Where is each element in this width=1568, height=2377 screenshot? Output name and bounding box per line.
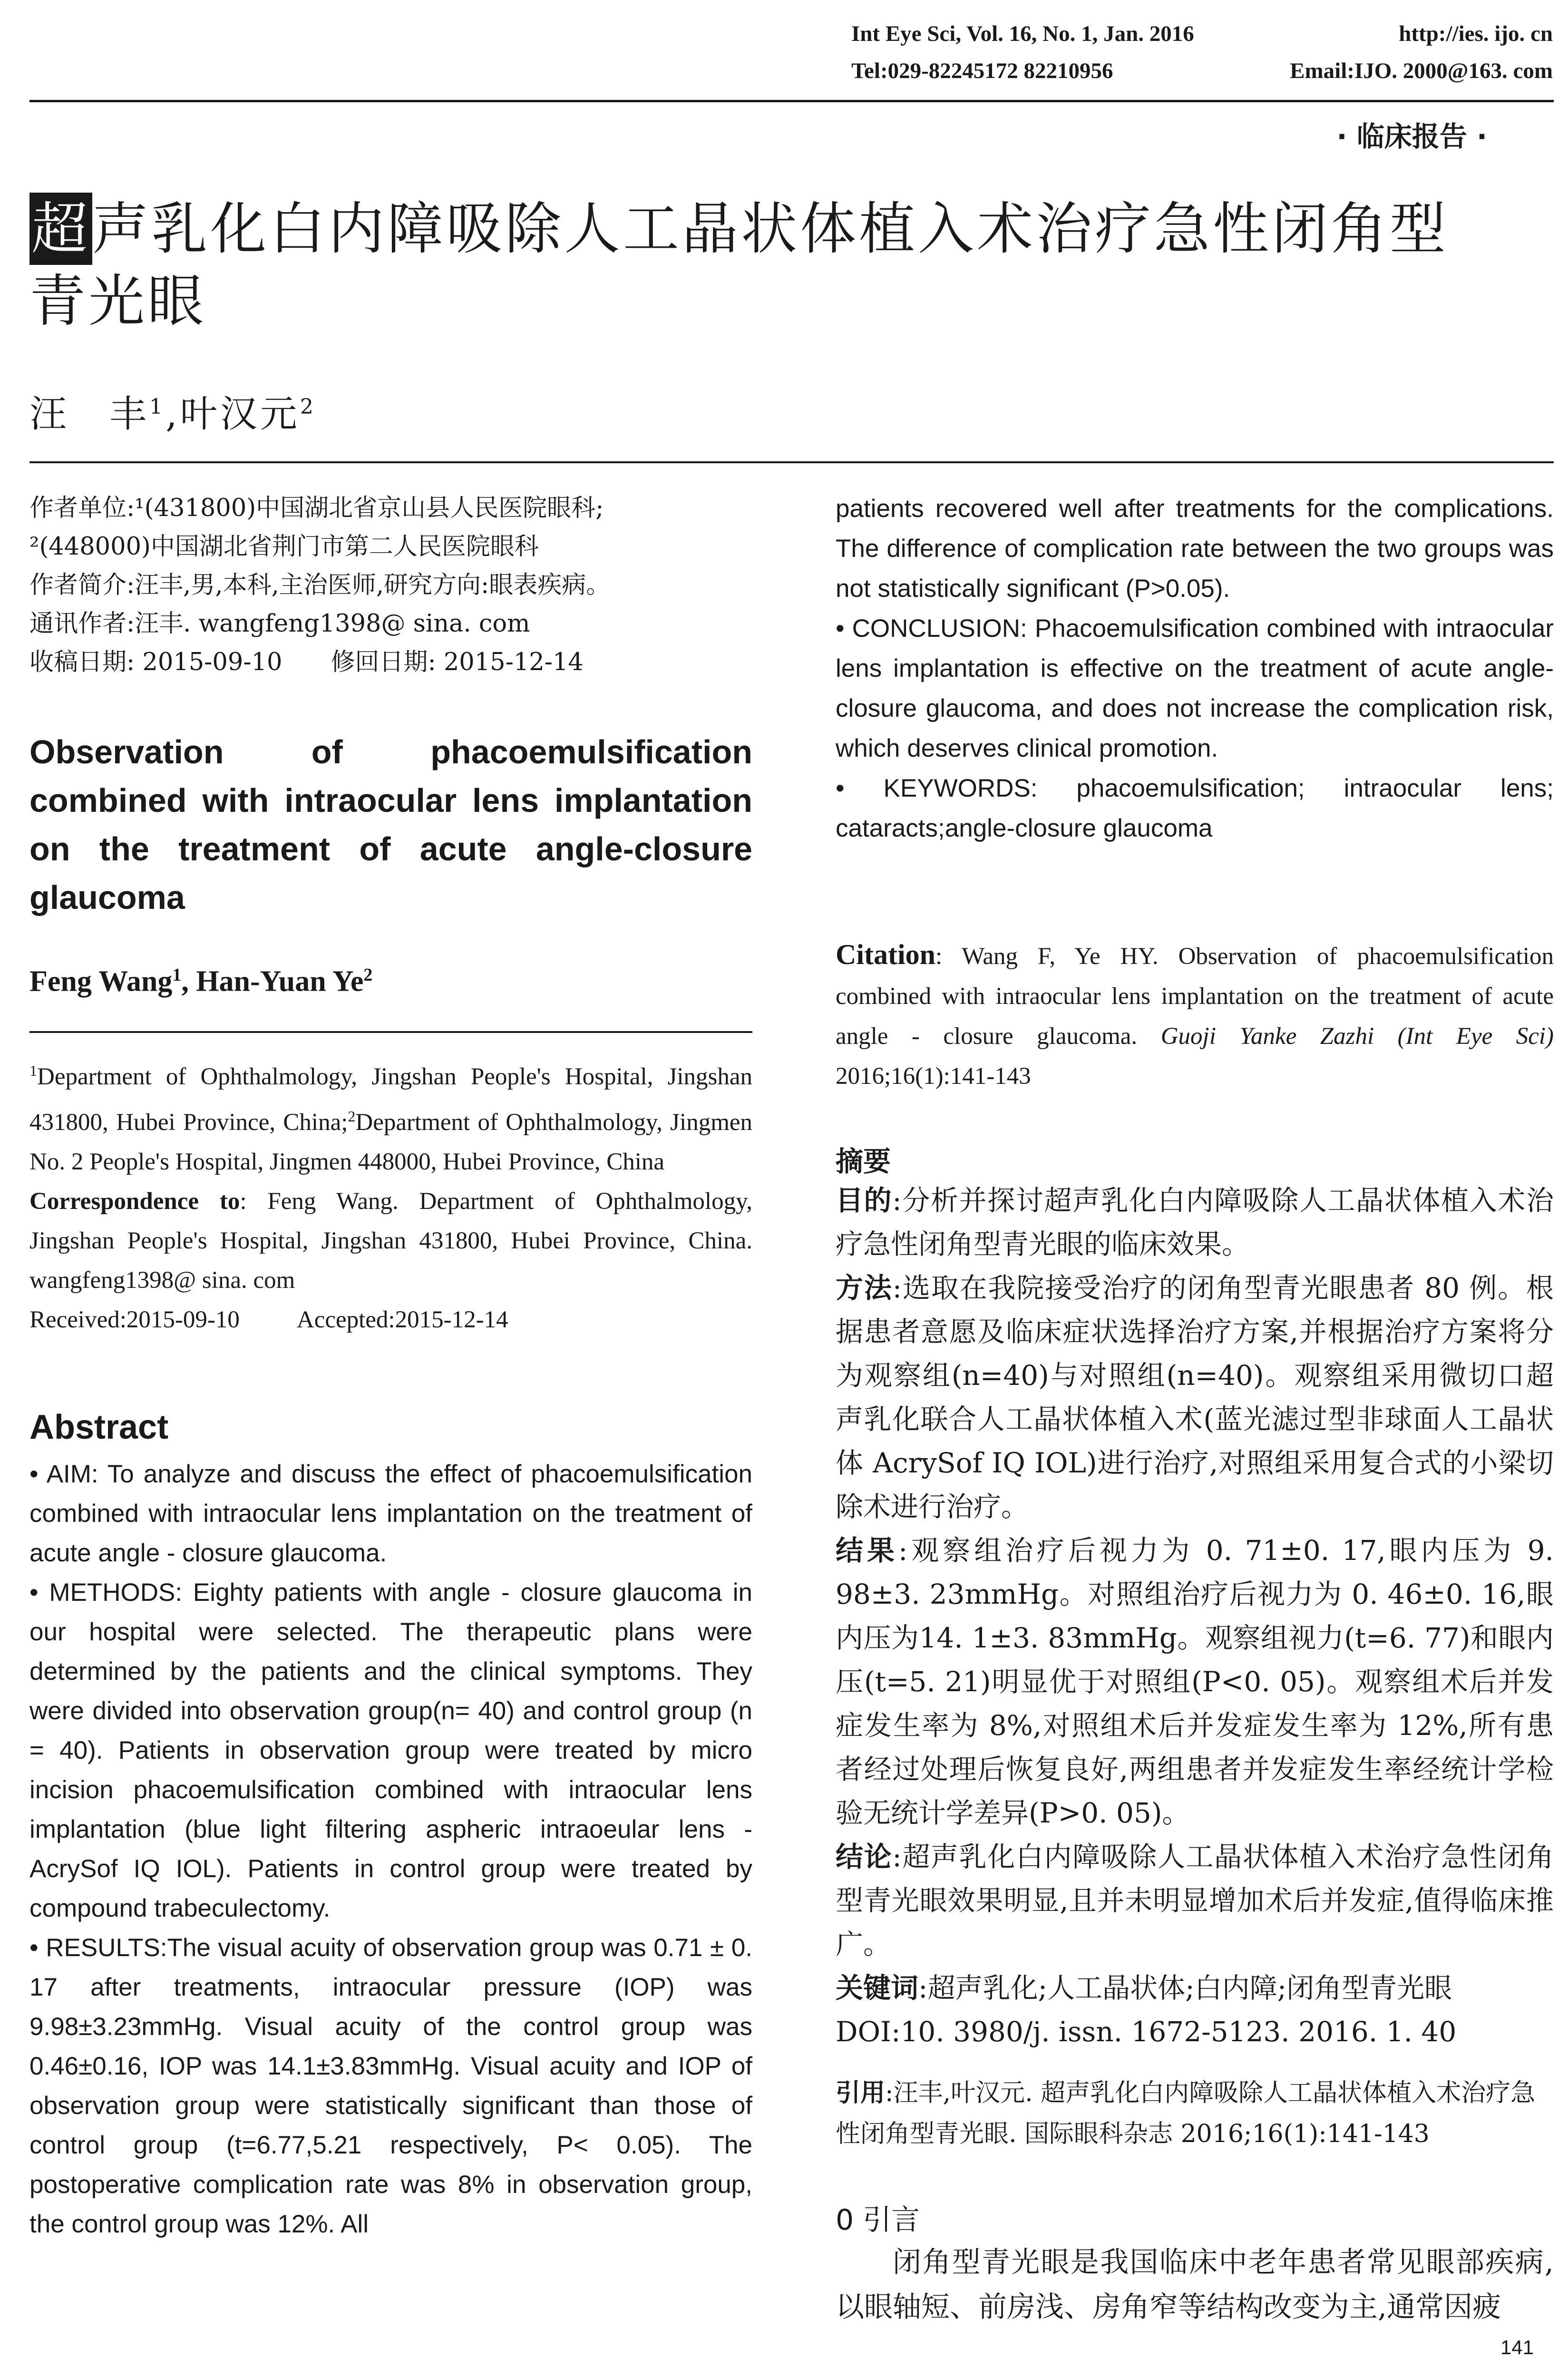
cn-conclusion-text: :超声乳化白内障吸除人工晶状体植入术治疗急性闭角型青光眼效果明显,且并未明显增加术后并发症,值得临床推广。 (836, 1841, 1554, 1960)
header-rule (29, 100, 1554, 102)
abstract-heading: Abstract (29, 1408, 169, 1446)
article-title (29, 193, 1556, 337)
abstract-methods: • METHODS: Eighty patients with angle - closure glaucoma in our hospital were selected. The therapeutic plans were determined by the patients and the clinical symptoms. They were divided into observation group(n= 40) and control group (n = 40). Patients in observation group were treated by micro incision phacoemulsification combined with intraocular lens implantation (blue light filtering aspheric intraoeular lens - AcrySof IQ IOL). Patients in control group were treated by compound trabeculectomy. (29, 1578, 752, 1922)
cn-meta-dates: 收稿日期: 2015-09-10 修回日期: 2015-12-14 (29, 648, 584, 676)
cn-abstract-aim (836, 1179, 1554, 1266)
correspondence (29, 1182, 752, 1300)
cn-methods-label: 方法 (836, 1272, 893, 1304)
citation-block (836, 935, 1554, 1096)
abstract-results-cont: patients recovered well after treatments for the complications. The difference of complication rate between the two groups was not statistically significant (P>0.05). (836, 495, 1554, 603)
affil-sup-1: 1 (29, 1062, 37, 1079)
author-cn-1-sup: 1 (149, 395, 166, 419)
cn-abstract-keywords (836, 1966, 1554, 2010)
affil-text-1: Department of Ophthalmology, Jingshan People's Hospital, Jingshan 431800, Hubei Province, China; (29, 1063, 752, 1136)
cn-citation-label: 引用 (836, 2079, 886, 2107)
cn-meta-corr: 通讯作者:汪丰. wangfeng1398@ sina. com (29, 610, 530, 638)
title-line1: 声乳化白内障吸除人工晶状体植入术治疗急性闭角型 (92, 196, 1449, 262)
citation-text: : Wang F, Ye HY. Observation of phacoemulsification combined with intraocular lens implantation on the treatment of acute angle - closure glaucoma. (836, 943, 1554, 1050)
cn-meta-affil-2: ²(448000)中国湖北省荆门市第二人民医院眼科 (29, 533, 539, 561)
cn-abstract-doi: DOI:10. 3980/j. issn. 1672-5123. 2016. 1. 40 (836, 2016, 1457, 2048)
abstract-results: • RESULTS:The visual acuity of observation group was 0.71 ± 0. 17 after treatments, intraocular pressure (IOP) was 9.98±3.23mmHg. Visual acuity of the control group was 0.46±0.16, IOP was 14.1±3.83mmHg. Visual acuity and IOP of observation group were statistically significant than those of control group (t=6.77,5.21 respectively, P< 0.05). The postoperative complication rate was 8% in observation group, the control group was 12%. All (29, 1934, 752, 2238)
author-en-1-sup: 1 (172, 965, 182, 985)
cn-results-text: :观察组治疗后视力为 0. 71±0. 17,眼内压为 9. 98±3. 23mmHg。对照组治疗后视力为 0. 46±0. 16,眼内压为14. 1±3. 83mmHg。观察组视力(t=6. 77)和眼内压(t=5. 21)明显优于对照组(P<0. 05)。观察组术后并发症发生率为 8%,对照组术后并发症发生率为 12%,所有患者经过处理后恢复良好,两组患者并发症发生率经统计学检验无统计学差异(P>0. 05)。 (836, 1534, 1554, 1829)
author-cn-1: 汪 丰 (29, 393, 150, 436)
cn-abstract-heading: 摘要 (836, 1145, 891, 1178)
intro-heading: 0 引言 (836, 2203, 920, 2237)
accepted-date: Accepted:2015-12-14 (296, 1306, 508, 1333)
cn-abstract-conclusion (836, 1835, 1554, 1966)
cn-citation (836, 2073, 1554, 2154)
journal-info: Int Eye Sci, Vol. 16, No. 1, Jan. 2016 (851, 21, 1194, 46)
journal-url: http://ies. ijo. cn (1399, 21, 1553, 46)
abstract-continued (836, 489, 1554, 848)
abstract-aim: • AIM: To analyze and discuss the effect of phacoemulsification combined with intraocular lens implantation on the treatment of acute angle - closure glaucoma. (29, 1460, 752, 1567)
received-accepted (29, 1300, 752, 1340)
title-first-char: 超 (29, 193, 92, 265)
cn-aim-label: 目的 (836, 1184, 893, 1217)
cn-results-label: 结果 (836, 1534, 898, 1567)
authors-rule (29, 1031, 752, 1033)
cn-meta-affil-1: 作者单位:¹(431800)中国湖北省京山县人民医院眼科; (29, 494, 604, 522)
cn-citation-text: :汪丰,叶汉元. 超声乳化白内障吸除人工晶状体植入术治疗急性闭角型青光眼. 国际眼科杂志 2016;16(1):141-143 (836, 2079, 1536, 2148)
citation-tail: 2016;16(1):141-143 (836, 1063, 1031, 1090)
journal-email: Email:IJO. 2000@163. com (1290, 58, 1553, 83)
author-cn-2-sup: 2 (300, 395, 316, 419)
title-line2: 青光眼 (29, 268, 207, 334)
authors-en (29, 964, 752, 999)
cn-methods-text: :选取在我院接受治疗的闭角型青光眼患者 80 例。根据患者意愿及临床症状选择治疗方案,并根据治疗方案将分为观察组(n=40)与对照组(n=40)。观察组采用微切口超声乳化联合人工晶状体植入术(蓝光滤过型非球面人工晶状体 AcrySof IQ IOL)进行治疗,对照组采用复合式的小梁切除术进行治疗。 (836, 1272, 1554, 1523)
affiliation-block (29, 1051, 752, 1340)
cn-conclusion-label: 结论 (836, 1841, 893, 1873)
author-cn-2: ,叶汉元 (166, 393, 300, 436)
cn-abstract-methods (836, 1266, 1554, 1529)
abstract-body (29, 1454, 752, 2244)
correspondence-label: Correspondence to (29, 1188, 240, 1215)
cn-keywords-label: 关键词 (836, 1972, 919, 2004)
page-number: 141 (1500, 2336, 1534, 2358)
title-rule (29, 461, 1554, 463)
cn-aim-text: :分析并探讨超声乳化白内障吸除人工晶状体植入术治疗急性闭角型青光眼的临床效果。 (836, 1184, 1554, 1260)
abstract-keywords: • KEYWORDS: phacoemulsification; intraocular lens; cataracts;angle-closure glaucoma (836, 774, 1554, 842)
author-en-2-sup: 2 (363, 965, 373, 985)
intro-text (836, 2240, 1554, 2329)
correspondence-text: : Feng Wang. Department of Ophthalmology, Jingshan People's Hospital, Jingshan 431800, Hubei Province, China. wangfeng1398@ sina. com (29, 1188, 753, 1294)
cn-abstract-body (836, 1179, 1554, 2054)
intro-paragraph: 闭角型青光眼是我国临床中老年患者常见眼部疾病,以眼轴短、前房浅、房角窄等结构改变为主,通常因疲 (836, 2246, 1554, 2324)
authors-cn (29, 384, 316, 438)
cn-meta-bio: 作者简介:汪丰,男,本科,主治医师,研究方向:眼表疾病。 (29, 571, 611, 599)
cn-abstract-results (836, 1529, 1554, 1835)
affiliations (29, 1051, 752, 1182)
cn-keywords-text: :超声乳化;人工晶状体;白内障;闭角型青光眼 (918, 1972, 1452, 2004)
citation-label: Citation (836, 939, 935, 970)
abstract-conclusion: • CONCLUSION: Phacoemulsification combined with intraocular lens implantation is effective on the treatment of acute angle-closure glaucoma, and does not increase the complication risk, which deserves clinical promotion. (836, 614, 1554, 762)
cn-meta-block (29, 489, 752, 682)
journal-tel: Tel:029-82245172 82210956 (851, 58, 1113, 83)
affil-sup-2: 2 (348, 1108, 356, 1125)
affil-text-2: Department of Ophthalmology, Jingmen No. 2 People's Hospital, Jingmen 448000, Hubei Province, China (29, 1109, 753, 1175)
author-en-sep: , (181, 965, 196, 998)
citation-journal: Guoji Yanke Zazhi (Int Eye Sci) (1160, 1023, 1554, 1050)
english-title: Observation of phacoemulsification combined with intraocular lens implantation on the treatment of acute angle-closure glaucoma (29, 733, 752, 916)
section-tag: · 临床报告 · (1336, 120, 1487, 153)
author-en-1: Feng Wang (29, 965, 173, 998)
author-en-2: Han-Yuan Ye (196, 965, 364, 998)
received-date: Received:2015-09-10 (29, 1306, 240, 1333)
